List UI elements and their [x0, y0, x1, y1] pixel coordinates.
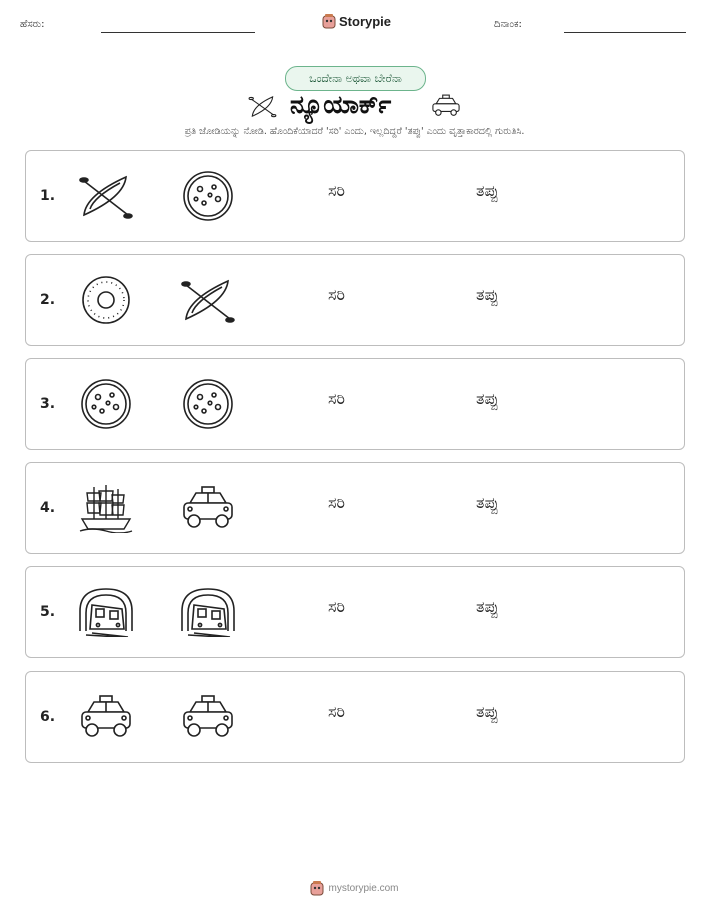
brand-name: Storypie: [339, 13, 392, 29]
question-number: 5.: [40, 604, 56, 620]
name-label: ಹೆಸರು:: [20, 19, 45, 30]
taxi-icon: [180, 483, 236, 533]
taxi-icon: [180, 692, 236, 742]
true-option[interactable]: ಸರಿ: [328, 597, 345, 616]
question-number: 2.: [40, 292, 56, 308]
date-field[interactable]: [564, 32, 686, 33]
question-card: [25, 462, 685, 554]
taxi-icon: [430, 94, 462, 118]
storypie-mascot-icon: [310, 880, 324, 896]
true-option[interactable]: ಸರಿ: [328, 702, 345, 721]
false-option[interactable]: ತಪ್ಪು: [476, 181, 499, 200]
date-label: ದಿನಾಂಕ:: [494, 19, 522, 30]
page-title: ನ್ಯೂಯಾರ್ಕ್: [290, 90, 392, 119]
question-card: [25, 566, 685, 658]
question-card: [25, 358, 685, 450]
true-option[interactable]: ಸರಿ: [328, 181, 345, 200]
footer-url: mystorypie.com: [328, 882, 399, 894]
name-field[interactable]: [101, 32, 255, 33]
pizza-icon: [180, 379, 236, 429]
storypie-mascot-icon: [322, 13, 336, 29]
false-option[interactable]: ತಪ್ಪು: [476, 702, 499, 721]
pizza-icon: [180, 171, 236, 221]
taxi-icon: [78, 692, 134, 742]
kayak-icon: [78, 171, 134, 221]
title-row: [0, 90, 709, 122]
true-option[interactable]: ಸರಿ: [328, 493, 345, 512]
subway-train-icon: [180, 587, 236, 637]
brand-logo: [322, 13, 391, 29]
false-option[interactable]: ತಪ್ಪು: [476, 285, 499, 304]
subway-train-icon: [78, 587, 134, 637]
question-number: 1.: [40, 188, 56, 204]
false-option[interactable]: ತಪ್ಪು: [476, 389, 499, 408]
true-option[interactable]: ಸರಿ: [328, 389, 345, 408]
false-option[interactable]: ತಪ್ಪು: [476, 597, 499, 616]
pizza-icon: [78, 379, 134, 429]
question-card: [25, 150, 685, 242]
question-card: [25, 254, 685, 346]
ship-icon: [78, 483, 134, 533]
kayak-icon: [180, 275, 236, 325]
bagel-icon: [78, 275, 134, 325]
question-number: 4.: [40, 500, 56, 516]
question-number: 6.: [40, 709, 56, 725]
footer: [0, 880, 709, 896]
question-number: 3.: [40, 396, 56, 412]
instruction-text: ಪ್ರತಿ ಜೋಡಿಯನ್ನು ನೋಡಿ. ಹೊಂದಿಕೆಯಾದರೆ 'ಸರಿ' ಎಂದು, ಇಲ್ಲದಿದ್ದರೆ 'ತಪ್ಪು' ಎಂದು ವೃತ್ತಾಕಾರದಲ್ಲಿ ಗುರುತಿಸಿ.: [184, 126, 525, 137]
false-option[interactable]: ತಪ್ಪು: [476, 493, 499, 512]
true-option[interactable]: ಸರಿ: [328, 285, 345, 304]
worksheet-type-badge: ಒಂದೇನಾ ಅಥವಾ ಬೇರೆನಾ: [285, 66, 426, 91]
question-card: [25, 671, 685, 763]
